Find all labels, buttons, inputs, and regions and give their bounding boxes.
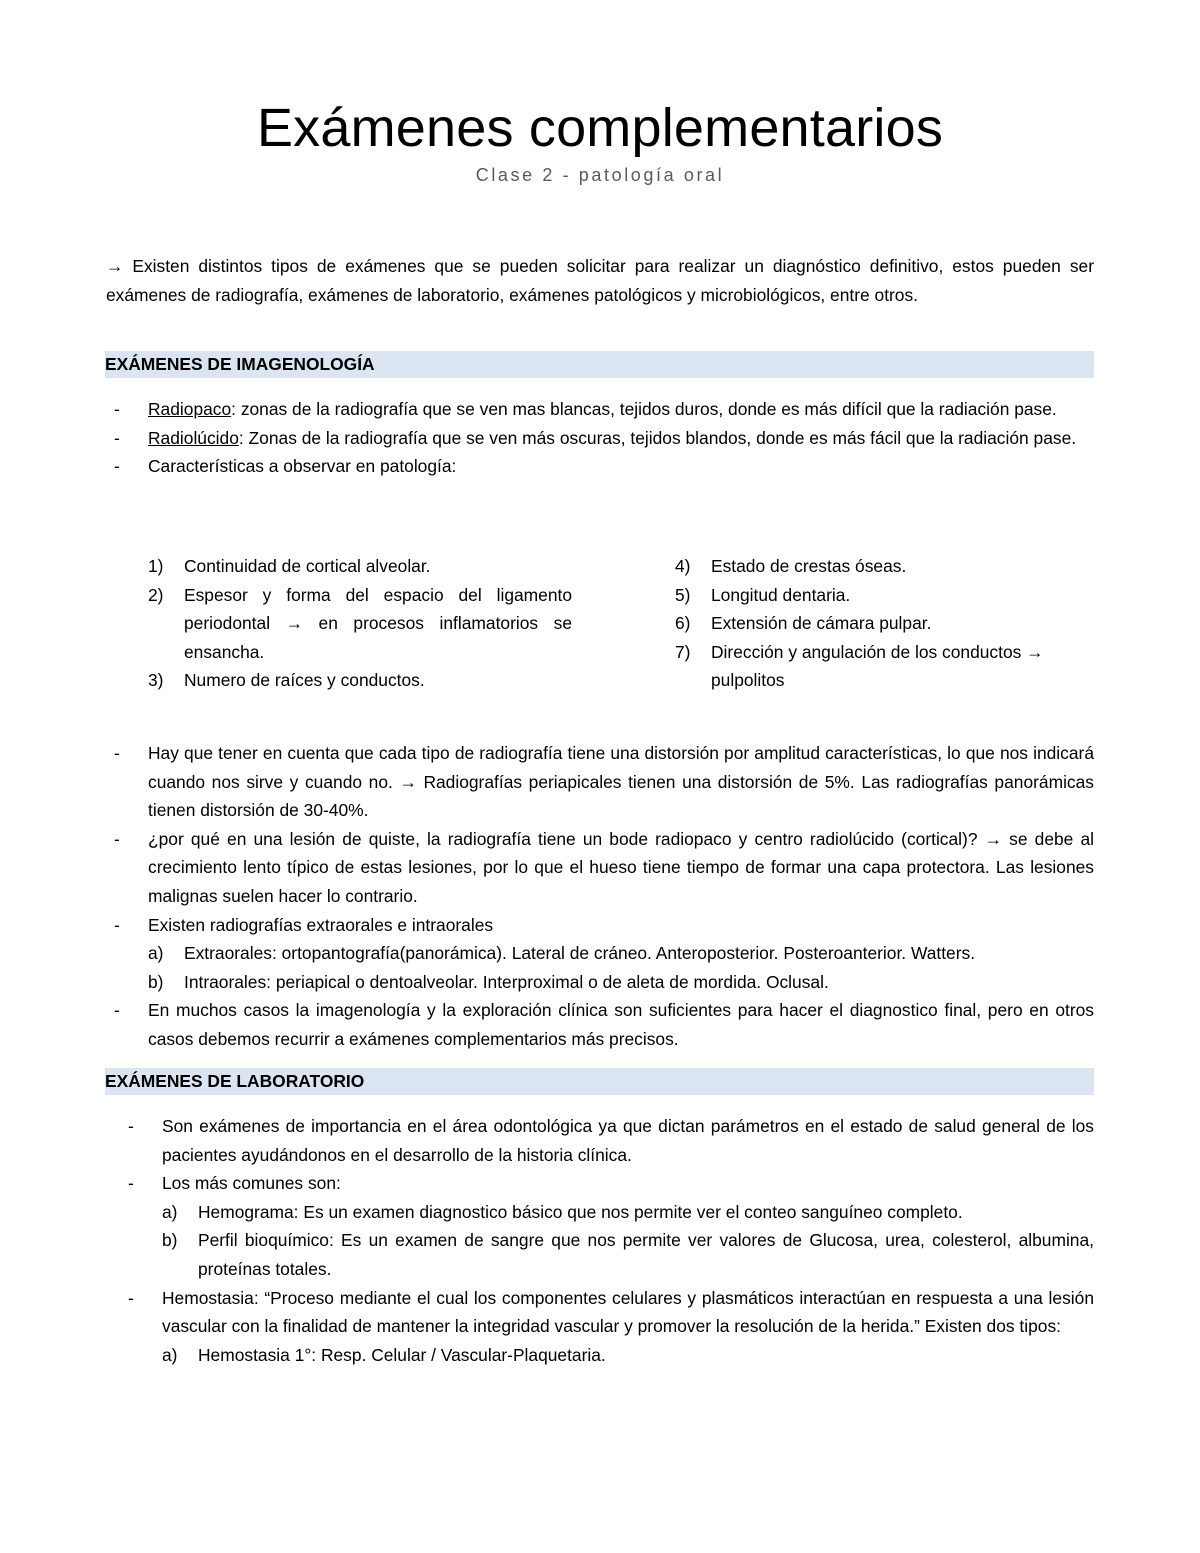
section-heading-imagenologia: EXÁMENES DE IMAGENOLOGÍA [105,351,1094,378]
imagenologia-list-top [106,395,1094,481]
list-item-extra-intra [106,911,1094,940]
distorsion-text: Hay que tener en cuenta que cada tipo de radiografía tiene una distorsión por amplitud características, lo que nos indicará cuando nos sirve y cuando no. → Radiografías periapicales tienen una distorsión de 5%. Las radiografías panorámicas tienen distorsión de 30-40%. [148,743,1094,821]
importancia-text: Son exámenes de importancia en el área odontológica ya que dictan parámetros en el estado de salud general de los pacientes ayudándonos en el desarrollo de la historia clínica. [162,1116,1094,1165]
list-item-text: Dirección y angulación de los conductos → pulpolitos [711,641,1044,691]
list-item-importancia [106,1112,1094,1169]
list-marker: 3) [148,670,164,691]
sub-item-text: Hemostasia 1°: Resp. Celular / Vascular-Plaquetaria. [198,1344,606,1365]
list-item-distorsion [106,739,1094,825]
section-heading-laboratorio: EXÁMENES DE LABORATORIO [105,1068,1094,1095]
list-marker: 1) [148,556,164,576]
list-item-text: Numero de raíces y conductos. [184,670,425,691]
sub-item-extraorales [106,939,1094,968]
list-item [675,609,1095,638]
list-item-text: Extensión de cámara pulpar. [711,613,932,634]
sub-item-perfil-bioquimico [106,1226,1094,1283]
list-item [675,581,1095,610]
list-marker: 6) [675,613,691,634]
dash-bullet: - [114,1000,120,1021]
extra-intra-text: Existen radiografías extraorales e intraorales [148,914,494,935]
imagenologia-list-bottom [106,739,1094,1054]
sub-item-hemostasia-1 [106,1341,1094,1370]
comunes-text: Los más comunes son: [162,1173,341,1194]
list-item-radiopaco [106,395,1094,424]
sub-item-intraorales [106,968,1094,997]
dash-bullet: - [114,743,120,763]
list-marker: a) [162,1201,178,1222]
dash-bullet: - [114,828,120,849]
document-title: Exámenes complementarios [256,98,944,158]
term-radiolucido: Radiolúcido [148,427,239,448]
intro-paragraph: → Existen distintos tipos de exámenes que se pueden solicitar para realizar un diagnóstico definitivo, estos pueden ser exámenes de radiografía, exámenes de laboratorio, exámenes patológicos y microbiológicos, entre otros. [106,256,1094,305]
list-marker: b) [162,1230,178,1251]
list-item-text: Continuidad de cortical alveolar. [184,556,431,576]
definition-radiolucido: : Zonas de la radiografía que se ven más oscuras, tejidos blandos, donde es más fácil que la radiación pase. [238,427,1077,448]
list-item-quiste [106,825,1094,911]
document-subtitle: Clase 2 - patología oral [475,165,725,185]
list-item-text: Longitud dentaria. [711,584,851,605]
list-marker: b) [148,971,164,992]
list-item-text: Espesor y forma del espacio del ligamento periodontal → en procesos inflamatorios se ensancha. [184,584,572,662]
list-item-muchos-casos [106,996,1094,1053]
muchos-casos-text: En muchos casos la imagenología y la exploración clínica son suficientes para hacer el diagnostico final, pero en otros casos debemos recurrir a exámenes complementarios más precisos. [148,1000,1094,1049]
features-two-column-list [106,552,1094,698]
list-item-hemostasia [106,1284,1094,1341]
features-column-left [148,552,572,695]
list-item [675,552,1095,581]
list-item [148,581,572,667]
list-item [675,638,1095,695]
sub-item-hemograma [106,1198,1094,1227]
features-column-right [675,552,1095,695]
list-marker: 4) [675,556,691,576]
dash-bullet: - [128,1116,134,1136]
list-marker: 2) [148,584,164,605]
list-marker: a) [162,1344,178,1365]
list-item [148,552,572,581]
dash-bullet: - [128,1287,134,1308]
quiste-text: ¿por qué en una lesión de quiste, la radiografía tiene un bode radiopaco y centro radiolúcido (cortical)? → se debe al crecimiento lento típico de estas lesiones, por lo que el hueso tiene tiempo de formar una capa protectora. Las lesiones malignas suelen hacer lo contrario. [148,828,1094,906]
list-item [148,666,572,695]
dash-bullet: - [128,1173,134,1194]
sub-item-text: Extraorales: ortopantografía(panorámica). Lateral de cráneo. Anteroposterior. Posteroanterior. Watters. [184,943,976,964]
caracteristicas-text: Características a observar en patología: [148,456,457,477]
dash-bullet: - [114,456,120,477]
list-marker: 5) [675,584,691,605]
hemostasia-text: Hemostasia: “Proceso mediante el cual los componentes celulares y plasmáticos interactúan en respuesta a una lesión vascular con la finalidad de mantener la integridad vascular y promover la resolución de la herida.” Existen dos tipos: [162,1287,1094,1337]
sub-item-text: Intraorales: periapical o dentoalveolar. Interproximal o de aleta de mordida. Oclusal. [184,971,829,992]
list-item-radiolucido [106,424,1094,453]
sub-item-text: Hemograma: Es un examen diagnostico básico que nos permite ver el conteo sanguíneo completo. [198,1201,963,1222]
definition-radiopaco: : zonas de la radiografía que se ven mas blancas, tejidos duros, donde es más difícil que la radiación pase. [231,399,1057,419]
sub-item-text: Perfil bioquímico: Es un examen de sangre que nos permite ver valores de Glucosa, urea, colesterol, albumina, proteínas totales. [198,1230,1094,1279]
list-item-text: Estado de crestas óseas. [711,556,907,576]
term-radiopaco: Radiopaco [148,399,232,419]
dash-bullet: - [114,427,120,448]
laboratorio-list [106,1112,1094,1369]
dash-bullet: - [114,914,120,935]
list-item-comunes [106,1169,1094,1198]
list-item-caracteristicas [106,452,1094,481]
list-marker: 7) [675,641,691,662]
dash-bullet: - [114,399,120,419]
list-marker: a) [148,943,164,964]
